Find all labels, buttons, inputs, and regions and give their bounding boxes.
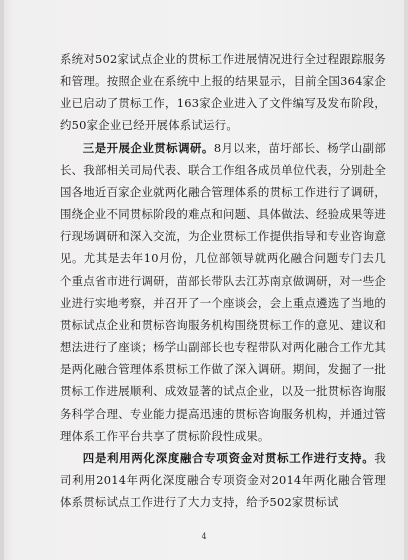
paragraph-1: 系统对502家试点企业的贯标工作进展情况进行全过程跟踪服务和管理。按照企业在系统中上报的结果显示，目前全国364家企业已启动了贯标工作，163家企业进入了文件编写及发布阶段，约50家企业已经开展体系试运行。 [60, 52, 386, 133]
paragraph-3-heading: 四是利用两化深度融合专项资金对贯标工作进行支持。 [82, 450, 375, 465]
paragraph-3 [60, 447, 386, 513]
scan-edge-left [0, 0, 4, 560]
page-number: 4 [201, 532, 207, 541]
paragraph-2-body: 8月以来，苗圩部长、杨学山副部长、我部相关司局代表、联合工作组各成员单位代表，分别赴全国各地近百家企业就两化融合管理体系的贯标工作进行了调研，围绕企业不同贯标阶段的难点和问题、具体做法、经验成果等进行现场调研和深入交流，为企业贯标工作提供指导和专业咨询意见。尤其是去年10月份，几位部领导就两化融合问题专门去几个重点省市进行调研，苗部长带队去江苏南京做调研，对一些企业进行实地考察，并召开了一个座谈会，会上重点遴选了当地的贯标试点企业和贯标咨询服务机构围绕贯标工作的意见、建议和想法进行了座谈；杨学山副部长也专程带队对两化融合工作尤其是两化融合管理体系贯标工作做了深入调研。期间，发掘了一批贯标工作进展顺利、成效显著的试点企业，以及一批贯标咨询服务科学合理、专业能力提高迅速的贯标咨询服务机构，并通过管理体系工作平台共享了贯标阶段性成果。 [60, 140, 386, 443]
paragraph-2 [60, 137, 386, 447]
scan-edge-right [404, 0, 408, 560]
paragraph-3-body: 我司利用2014年两化深度融合专项资金对2014年两化融合管理体系贯标试点工作进行了大力支持，给予502家贯标试 [60, 450, 386, 510]
document-body [60, 48, 386, 513]
paragraph-2-heading: 三是开展企业贯标调研。 [82, 140, 214, 155]
